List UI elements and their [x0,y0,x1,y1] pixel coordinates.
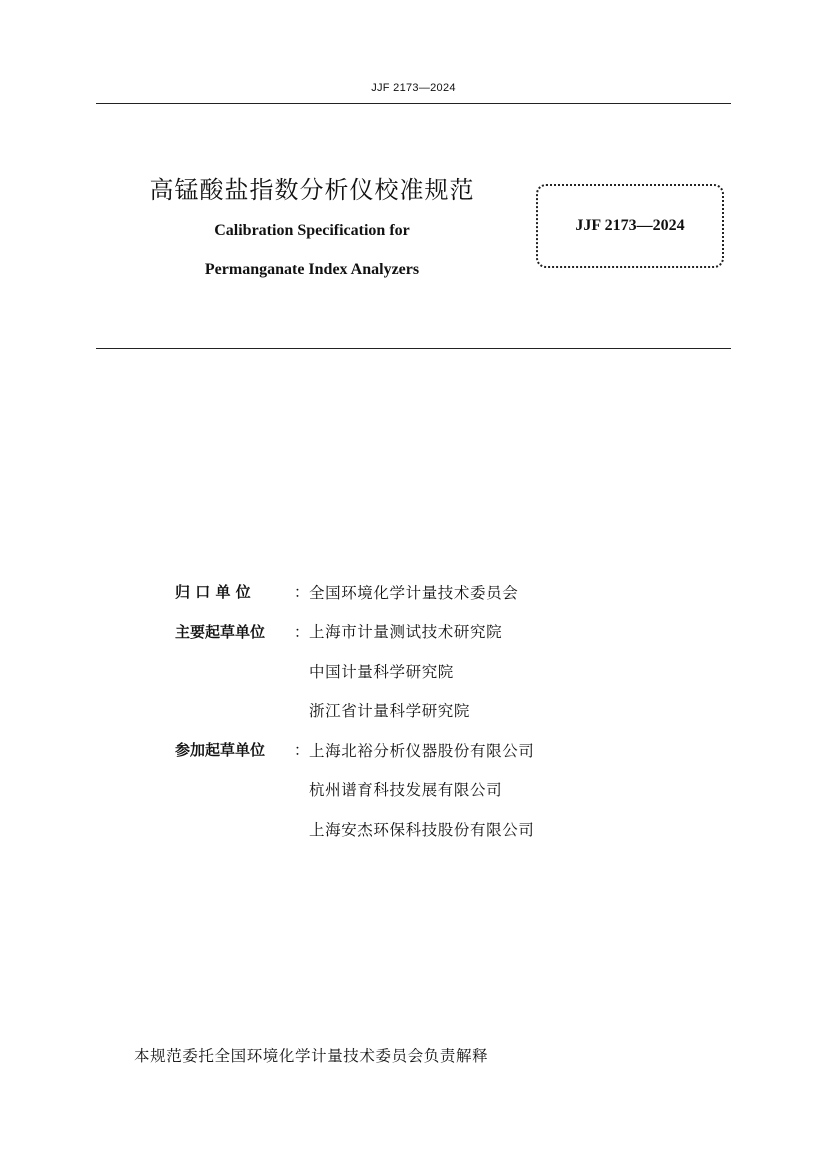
main-drafting-unit: 中国计量科学研究院 [309,662,454,681]
participating-label: 参加起草单位 [175,741,266,760]
main-drafting-label: 主要起草单位 [175,622,266,641]
participating-unit: 上海安杰环保科技股份有限公司 [309,820,535,839]
header-code: JJF 2173—2024 [371,82,456,94]
participating-row [175,730,534,770]
participating-unit: 上海北裕分析仪器股份有限公司 [309,741,535,760]
code-box [536,184,724,268]
participating-unit: 杭州谱育科技发展有限公司 [309,781,503,800]
label-separator: ： [293,741,309,760]
interpretation-note: 本规范委托全国环境化学计量技术委员会负责解释 [134,1047,489,1065]
main-drafting-unit: 浙江省计量科学研究院 [309,702,471,721]
title-english-line1: Calibration Specification for [214,222,410,239]
label-separator: ： [293,583,309,602]
responsible-unit-label: 归 口 单 位 [175,583,251,602]
header-rule [96,103,731,104]
title-chinese: 高锰酸盐指数分析仪校准规范 [149,176,475,204]
title-english-line2: Permanganate Index Analyzers [204,261,420,278]
drafting-units [175,572,534,849]
responsible-unit-row [175,572,534,612]
label-separator: ： [293,622,309,641]
main-drafting-unit: 上海市计量测试技术研究院 [309,623,503,642]
main-drafting-row [175,612,534,652]
title-rule [96,348,731,349]
responsible-unit: 全国环境化学计量技术委员会 [309,583,519,602]
code-box-text: JJF 2173—2024 [575,217,685,234]
